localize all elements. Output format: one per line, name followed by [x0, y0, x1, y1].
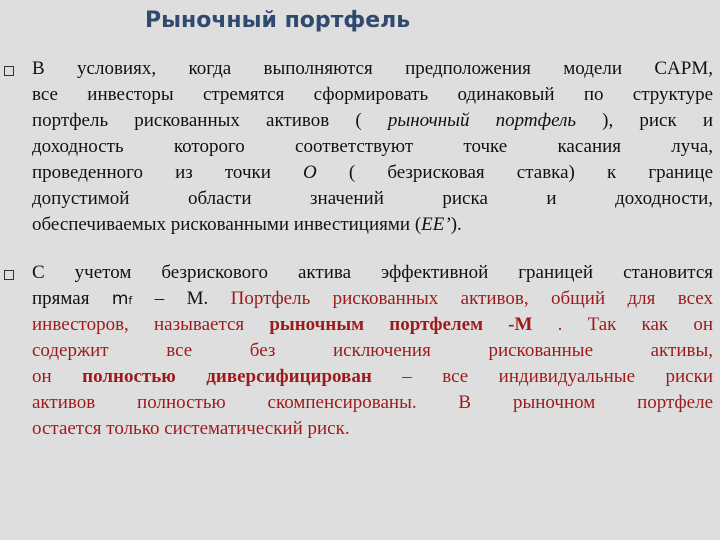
bullet2-line-1 — [32, 260, 713, 286]
text-segment: В условиях, когда выполняются предположения модели CAPM, — [32, 58, 713, 79]
text-segment: проведенного из точки — [32, 162, 304, 183]
page-title: Рыночный портфель — [145, 8, 411, 33]
bullet1-line-4 — [32, 134, 713, 160]
text-segment: он — [32, 366, 83, 387]
bullet2-line-7 — [32, 416, 713, 442]
text-segment: обеспечиваемых рискованными инвестициями ( — [32, 214, 422, 235]
text-segment: прямая — [32, 288, 112, 309]
bullet1-line-1 — [32, 56, 713, 82]
bold-term: рыночным портфелем -M — [269, 314, 533, 335]
text-segment: содержит все без исключения рискованные активы, — [32, 340, 713, 361]
bullet2-line-2 — [32, 286, 713, 312]
bullet2-line-3 — [32, 312, 713, 338]
italic-term: O — [303, 162, 317, 183]
text-segment: . Так как он — [557, 314, 713, 335]
text-segment: – M. — [132, 288, 231, 309]
bullet1-line-3 — [32, 108, 713, 134]
bullet1-line-5 — [32, 160, 713, 186]
red-text-segment: Портфель рискованных активов, общий для всех — [230, 288, 713, 309]
italic-term: рыночный портфель — [387, 110, 576, 131]
text-segment: – все индивидуальные риски — [402, 366, 713, 387]
bullet2-line-4 — [32, 338, 713, 364]
bullet1-line-2 — [32, 82, 713, 108]
square-bullet-icon — [4, 66, 14, 76]
text-segment: допустимой области значений риска и доходности, — [32, 188, 713, 209]
text-segment: активов полностью скомпенсированы. В рыночном портфеле — [32, 392, 713, 413]
bullet1-line-6 — [32, 186, 713, 212]
text-segment: остается только систематический риск. — [32, 418, 350, 439]
text-segment: портфель рискованных активов ( — [32, 110, 362, 131]
text-segment: ( безрисковая ставка) к границе — [348, 162, 713, 183]
formula-mf — [112, 289, 132, 309]
text-segment: С учетом безрискового актива эффективной границей становится — [32, 262, 713, 283]
bullet2-line-5 — [32, 364, 713, 390]
text-segment: ). — [450, 214, 462, 235]
text-segment: ), риск и — [602, 110, 714, 131]
formula-subscript: f — [128, 294, 133, 307]
formula-m: m — [111, 289, 129, 309]
square-bullet-icon — [4, 270, 14, 280]
text-segment: инвесторов, называется — [32, 314, 270, 335]
text-segment: доходность которого соответствуют точке касания луча, — [32, 136, 713, 157]
bullet2-line-6 — [32, 390, 713, 416]
bullet1-line-7 — [32, 212, 713, 238]
italic-term: EE’ — [421, 214, 451, 235]
text-segment: все инвесторы стремятся сформировать одинаковый по структуре — [32, 84, 713, 105]
bold-term: полностью диверсифицирован — [82, 366, 372, 387]
